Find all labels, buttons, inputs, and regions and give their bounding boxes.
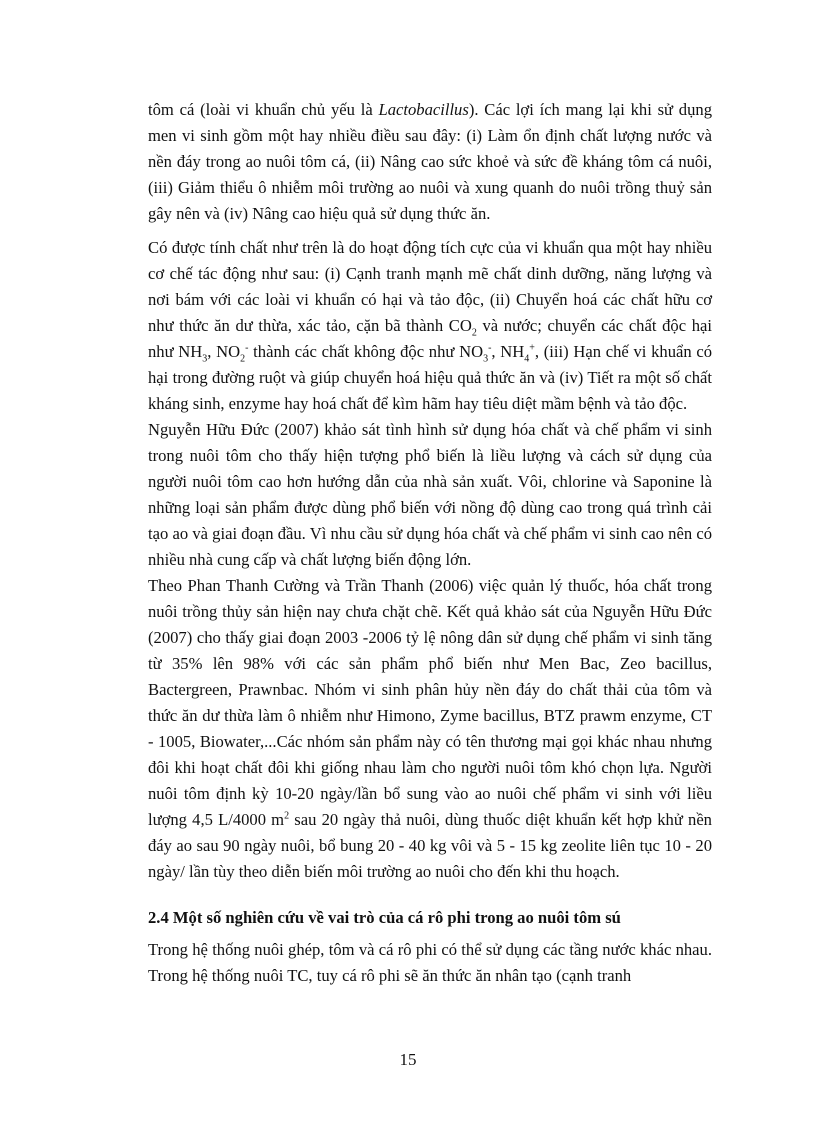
subscript: 3	[202, 353, 208, 365]
text-run: Có được tính chất như trên là do hoạt động tích cực của vi khuẩn qua một hay nhiều cơ chế tác động như sau: (i) Cạnh tranh mạnh mẽ chất dinh dưỡng, năng lượng và nơi bám với các loài vi khuẩn có hại và tảo độc, (ii) Chuyển hoá các chất hữu cơ như thức ăn dư thừa, xác tảo, cặn bã thành CO	[148, 238, 712, 335]
paragraph-probiotic-benefits	[148, 97, 712, 227]
paragraph-chemical-survey: Nguyễn Hữu Đức (2007) khảo sát tình hình sử dụng hóa chất và chế phẩm vi sinh trong nuôi tôm cho thấy hiện tượng phổ biến là liều lượng và cách sử dụng của người nuôi tôm cao hơn hướng dẫn của nhà sản xuất. Vôi, chlorine và Saponine là những loại sản phẩm được dùng phổ biến với nồng độ dùng cao trong quá trình cải tạo ao và giai đoạn đầu. Vì nhu cầu sử dụng hóa chất và chế phẩm vi sinh cao nên có nhiều nhà cung cấp và chất lượng biến động lớn.	[148, 420, 712, 569]
subscript: 2	[471, 327, 477, 339]
text-run: ). Các lợi ích mang lại khi sử dụng men vi sinh gồm một hay nhiều điều sau đây: (i) Làm ổn định chất lượng nước và nền đáy trong ao nuôi tôm cá, (ii) Nâng cao sức khoẻ và sức đề kháng tôm cá nuôi, (iii) Giảm thiểu ô nhiễm môi trường ao nuôi và xung quanh do nuôi trồng thuỷ sản gây nên và (iv) Nâng cao hiệu quả sử dụng thức ăn.	[148, 100, 712, 223]
superscript: -	[488, 342, 492, 354]
text-run: , NH	[491, 342, 525, 361]
text-run: , NO	[207, 342, 241, 361]
superscript: 2	[284, 810, 290, 822]
page-number: 15	[399, 1050, 417, 1069]
text-run: tôm cá (loài vi khuẩn chủ yếu là	[148, 100, 379, 119]
italic-genus-name: Lactobacillus	[378, 100, 469, 119]
text-run: sau 20 ngày thả nuôi, dùng thuốc diệt khuẩn kết hợp khử nền đáy ao sau 90 ngày nuôi, bổ bung 20 - 40 kg vôi và 5 - 15 kg zeolite liên tục 10 - 20 ngày/ lần tùy theo diễn biến môi trường ao nuôi cho đến khi thu hoạch.	[148, 810, 712, 881]
subscript: 4	[524, 353, 530, 365]
document-body	[148, 97, 712, 989]
paragraph-mechanisms	[148, 235, 712, 417]
text-run: và nước; chuyển các chất độc hại như NH	[148, 316, 712, 361]
text-run: thành các chất không độc như NO	[248, 342, 484, 361]
section-heading: 2.4 Một số nghiên cứu về vai trò của cá rô phi trong ao nuôi tôm sú	[148, 908, 621, 927]
paragraph-tilapia-polyculture: Trong hệ thống nuôi ghép, tôm và cá rô phi có thể sử dụng các tầng nước khác nhau. Trong hệ thống nuôi TC, tuy cá rô phi sẽ ăn thức ăn nhân tạo (cạnh tranh	[148, 940, 712, 985]
subscript: 2	[240, 353, 246, 365]
text-run: , (iii) Hạn chế vi khuẩn có hại trong đường ruột và giúp chuyển hoá hiệu quả thức ăn và (iv) Tiết ra một số chất kháng sinh, enzyme hay hoá chất để kìm hãm hay tiêu diệt mầm bệnh và tảo độc.	[148, 342, 713, 413]
subscript: 3	[483, 353, 489, 365]
text-run: Theo Phan Thanh Cường và Trần Thanh (2006) việc quản lý thuốc, hóa chất trong nuôi trồng thủy sản hiện nay chưa chặt chẽ. Kết quả khảo sát của Nguyễn Hữu Đức (2007) cho thấy giai đoạn 2003 -2006 tỷ lệ nông dân sử dụng chế phẩm vi sinh tăng từ 35% lên 98% với các sản phẩm phổ biến như Men Bac, Zeo bacillus, Bactergreen, Prawnbac. Nhóm vi sinh phân hủy nền đáy do chất thải của tôm và thức ăn dư thừa làm ô nhiễm như Himono, Zyme bacillus, BTZ prawm enzyme, CT - 1005, Biowater,...Các nhóm sản phẩm này có tên thương mại gọi khác nhau nhưng đôi khi hoạt chất đôi khi giống nhau làm cho người nuôi tôm khó chọn lựa. Người nuôi tôm định kỳ 10-20 ngày/lần bổ sung vào ao nuôi chế phẩm vi sinh với liều lượng 4,5 L/4000 m	[148, 576, 712, 829]
superscript: -	[245, 342, 249, 354]
superscript: +	[529, 342, 535, 354]
paragraph-drug-management	[148, 573, 712, 885]
